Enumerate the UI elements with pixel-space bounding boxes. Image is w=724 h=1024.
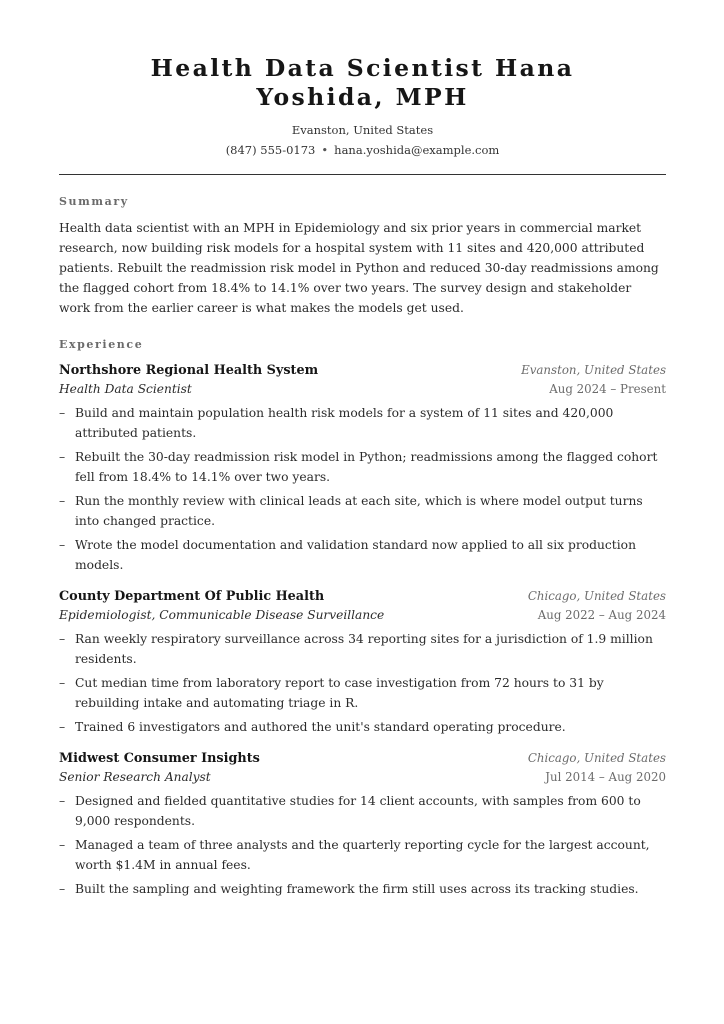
contact-block bbox=[59, 120, 666, 160]
contact-separator: • bbox=[321, 143, 329, 157]
job-entry bbox=[59, 361, 666, 575]
bullet-text: Designed and fielded quantitative studies for 14 client accounts, with samples from 600 to 9,000 respondents. bbox=[75, 794, 641, 828]
job-bullet bbox=[59, 403, 666, 443]
job-dates: Aug 2024 – Present bbox=[549, 382, 666, 396]
job-subheader-row bbox=[59, 380, 666, 399]
job-role: Senior Research Analyst bbox=[59, 770, 211, 784]
job-bullet bbox=[59, 629, 666, 669]
job-entry bbox=[59, 587, 666, 737]
job-dates: Jul 2014 – Aug 2020 bbox=[545, 770, 666, 784]
job-company: Midwest Consumer Insights bbox=[59, 751, 260, 766]
bullet-text: Managed a team of three analysts and the quarterly reporting cycle for the largest account, worth $1.4M in annual fees. bbox=[75, 838, 650, 872]
bullet-marker: – bbox=[59, 676, 66, 690]
job-bullet bbox=[59, 879, 666, 899]
candidate-name: Health Data Scientist Hana Yoshida, MPH bbox=[150, 54, 575, 111]
contact-location: Evanston, United States bbox=[291, 123, 434, 137]
bullet-marker: – bbox=[59, 838, 66, 852]
job-company: County Department Of Public Health bbox=[59, 589, 325, 604]
bullet-text: Built the sampling and weighting framework the firm still uses across its tracking studies. bbox=[75, 882, 639, 896]
job-bullet bbox=[59, 447, 666, 487]
job-subheader-row bbox=[59, 606, 666, 625]
job-bullet bbox=[59, 535, 666, 575]
job-dates: Aug 2022 – Aug 2024 bbox=[537, 608, 666, 622]
experience-section bbox=[59, 338, 666, 899]
contact-email: hana.yoshida@example.com bbox=[334, 143, 500, 157]
summary-text: Health data scientist with an MPH in Epidemiology and six prior years in commercial market research, now building risk models for a hospital system with 11 sites and 420,000 attributed patients. Rebuilt the readmission risk model in Python and reduced 30-day readmissions among the flagged cohort from 18.4% to 14.1% over two years. The survey design and stakeholder work from the earlier career is what makes the models get used. bbox=[59, 221, 659, 315]
experience-heading: Experience bbox=[59, 338, 144, 351]
job-bullet bbox=[59, 491, 666, 531]
job-location: Chicago, United States bbox=[527, 751, 666, 765]
bullet-text: Cut median time from laboratory report to case investigation from 72 hours to 31 by rebuilding intake and automating triage in R. bbox=[75, 676, 604, 710]
job-company: Northshore Regional Health System bbox=[59, 363, 319, 378]
contact-line bbox=[59, 140, 666, 160]
job-bullet bbox=[59, 835, 666, 875]
job-bullet bbox=[59, 717, 666, 737]
job-bullet bbox=[59, 673, 666, 713]
bullet-marker: – bbox=[59, 450, 66, 464]
summary-section bbox=[59, 195, 666, 318]
bullet-text: Trained 6 investigators and authored the unit's standard operating procedure. bbox=[75, 720, 566, 734]
bullet-text: Build and maintain population health risk models for a system of 11 sites and 420,000 attributed patients. bbox=[75, 406, 614, 440]
bullet-text: Run the monthly review with clinical leads at each site, which is where model output turns into changed practice. bbox=[75, 494, 643, 528]
job-bullets bbox=[59, 791, 666, 899]
summary-heading: Summary bbox=[59, 195, 129, 208]
job-bullets bbox=[59, 629, 666, 737]
bullet-text: Rebuilt the 30-day readmission risk model in Python; readmissions among the flagged cohort fell from 18.4% to 14.1% over two years. bbox=[75, 450, 658, 484]
job-header-row bbox=[59, 749, 666, 768]
job-role: Epidemiologist, Communicable Disease Surveillance bbox=[59, 608, 385, 622]
job-role: Health Data Scientist bbox=[59, 382, 192, 396]
bullet-marker: – bbox=[59, 406, 66, 420]
job-location: Evanston, United States bbox=[521, 363, 666, 377]
bullet-marker: – bbox=[59, 882, 66, 896]
contact-phone: (847) 555-0173 bbox=[225, 143, 316, 157]
header-divider bbox=[59, 174, 666, 175]
job-entry bbox=[59, 749, 666, 899]
bullet-marker: – bbox=[59, 632, 66, 646]
bullet-marker: – bbox=[59, 720, 66, 734]
job-subheader-row bbox=[59, 768, 666, 787]
bullet-text: Ran weekly respiratory surveillance across 34 reporting sites for a jurisdiction of 1.9 million residents. bbox=[75, 632, 653, 666]
job-bullet bbox=[59, 791, 666, 831]
bullet-text: Wrote the model documentation and validation standard now applied to all six production models. bbox=[75, 538, 636, 572]
job-header-row bbox=[59, 361, 666, 380]
job-location: Chicago, United States bbox=[527, 589, 666, 603]
bullet-marker: – bbox=[59, 494, 66, 508]
bullet-marker: – bbox=[59, 794, 66, 808]
job-header-row bbox=[59, 587, 666, 606]
job-bullets bbox=[59, 403, 666, 575]
bullet-marker: – bbox=[59, 538, 66, 552]
